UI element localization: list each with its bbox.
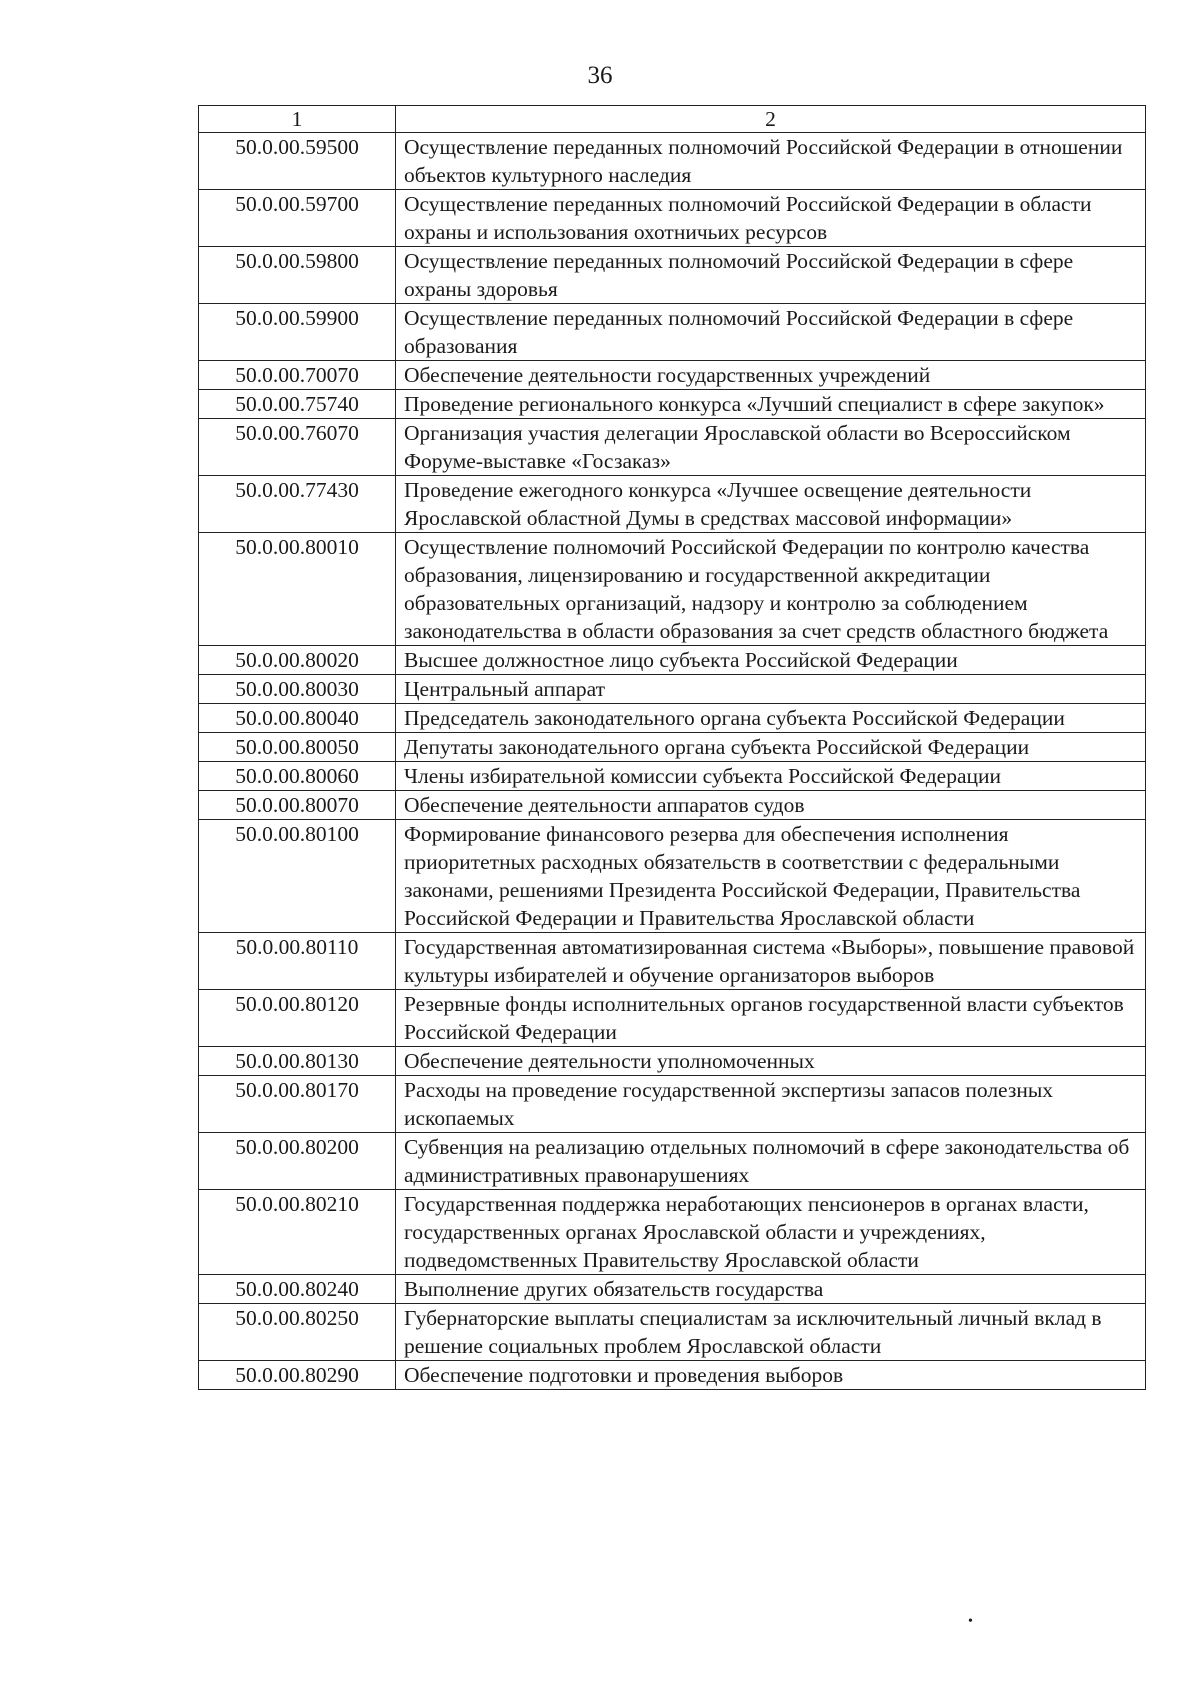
table-row bbox=[199, 1304, 1146, 1361]
table-row bbox=[199, 247, 1146, 304]
row-description: Государственная автоматизированная система «Выборы», повышение правовой культуры избирателей и обучение организаторов выборов bbox=[396, 933, 1146, 990]
row-code: 50.0.00.80050 bbox=[199, 733, 396, 762]
row-description: Выполнение других обязательств государства bbox=[396, 1275, 1146, 1304]
row-code: 50.0.00.80290 bbox=[199, 1361, 396, 1390]
row-description: Формирование финансового резерва для обеспечения исполнения приоритетных расходных обязательств в соответствии с федеральными законами, решениями Президента Российской Федерации, Правительства Российской Федерации и Правительства Ярославской области bbox=[396, 820, 1146, 933]
row-code: 50.0.00.59800 bbox=[199, 247, 396, 304]
table-row bbox=[199, 733, 1146, 762]
row-description: Организация участия делегации Ярославской области во Всероссийском Форуме-выставке «Госзаказ» bbox=[396, 419, 1146, 476]
page-number: 36 bbox=[587, 62, 613, 89]
table-row bbox=[199, 190, 1146, 247]
row-description: Осуществление переданных полномочий Российской Федерации в отношении объектов культурного наследия bbox=[396, 133, 1146, 190]
table-row bbox=[199, 1190, 1146, 1275]
table-row bbox=[199, 390, 1146, 419]
table-row bbox=[199, 133, 1146, 190]
row-description: Губернаторские выплаты специалистам за исключительный личный вклад в решение социальных проблем Ярославской области bbox=[396, 1304, 1146, 1361]
row-code: 50.0.00.59900 bbox=[199, 304, 396, 361]
row-description: Обеспечение подготовки и проведения выборов bbox=[396, 1361, 1146, 1390]
table-row bbox=[199, 533, 1146, 646]
row-description: Депутаты законодательного органа субъекта Российской Федерации bbox=[396, 733, 1146, 762]
table-row bbox=[199, 933, 1146, 990]
row-code: 50.0.00.80240 bbox=[199, 1275, 396, 1304]
row-description: Осуществление переданных полномочий Российской Федерации в сфере образования bbox=[396, 304, 1146, 361]
table-row bbox=[199, 791, 1146, 820]
row-description: Председатель законодательного органа субъекта Российской Федерации bbox=[396, 704, 1146, 733]
stray-mark: • bbox=[968, 1614, 973, 1629]
row-code: 50.0.00.80070 bbox=[199, 791, 396, 820]
row-code: 50.0.00.80010 bbox=[199, 533, 396, 646]
row-description: Высшее должностное лицо субъекта Российской Федерации bbox=[396, 646, 1146, 675]
row-description: Члены избирательной комиссии субъекта Российской Федерации bbox=[396, 762, 1146, 791]
row-description: Субвенция на реализацию отдельных полномочий в сфере законодательства об административных правонарушениях bbox=[396, 1133, 1146, 1190]
row-code: 50.0.00.75740 bbox=[199, 390, 396, 419]
table-row bbox=[199, 646, 1146, 675]
table-header-row bbox=[199, 106, 1146, 133]
row-code: 50.0.00.80130 bbox=[199, 1047, 396, 1076]
row-code: 50.0.00.80060 bbox=[199, 762, 396, 791]
table-row bbox=[199, 990, 1146, 1047]
row-code: 50.0.00.80210 bbox=[199, 1190, 396, 1275]
row-code: 50.0.00.80030 bbox=[199, 675, 396, 704]
row-code: 50.0.00.76070 bbox=[199, 419, 396, 476]
table-row bbox=[199, 675, 1146, 704]
table-row bbox=[199, 820, 1146, 933]
row-code: 50.0.00.80110 bbox=[199, 933, 396, 990]
column-header-description: 2 bbox=[396, 106, 1146, 133]
row-code: 50.0.00.70070 bbox=[199, 361, 396, 390]
row-code: 50.0.00.80120 bbox=[199, 990, 396, 1047]
row-description: Центральный аппарат bbox=[396, 675, 1146, 704]
table-row bbox=[199, 419, 1146, 476]
row-description: Обеспечение деятельности аппаратов судов bbox=[396, 791, 1146, 820]
table-row bbox=[199, 361, 1146, 390]
table-row bbox=[199, 704, 1146, 733]
table-row bbox=[199, 1133, 1146, 1190]
row-description: Обеспечение деятельности уполномоченных bbox=[396, 1047, 1146, 1076]
classification-table bbox=[198, 105, 1146, 1390]
row-code: 50.0.00.80250 bbox=[199, 1304, 396, 1361]
row-description: Проведение ежегодного конкурса «Лучшее освещение деятельности Ярославской областной Думы в средствах массовой информации» bbox=[396, 476, 1146, 533]
table-row bbox=[199, 1047, 1146, 1076]
row-code: 50.0.00.77430 bbox=[199, 476, 396, 533]
row-code: 50.0.00.80100 bbox=[199, 820, 396, 933]
row-description: Расходы на проведение государственной экспертизы запасов полезных ископаемых bbox=[396, 1076, 1146, 1133]
row-description: Проведение регионального конкурса «Лучший специалист в сфере закупок» bbox=[396, 390, 1146, 419]
table-row bbox=[199, 762, 1146, 791]
column-header-code: 1 bbox=[199, 106, 396, 133]
row-code: 50.0.00.59500 bbox=[199, 133, 396, 190]
row-description: Осуществление переданных полномочий Российской Федерации в области охраны и использования охотничьих ресурсов bbox=[396, 190, 1146, 247]
row-description: Обеспечение деятельности государственных учреждений bbox=[396, 361, 1146, 390]
row-description: Государственная поддержка неработающих пенсионеров в органах власти, государственных органах Ярославской области и учреждениях, подведомственных Правительству Ярославской области bbox=[396, 1190, 1146, 1275]
row-code: 50.0.00.80200 bbox=[199, 1133, 396, 1190]
row-code: 50.0.00.80040 bbox=[199, 704, 396, 733]
row-code: 50.0.00.59700 bbox=[199, 190, 396, 247]
row-code: 50.0.00.80020 bbox=[199, 646, 396, 675]
table-row bbox=[199, 1361, 1146, 1390]
row-code: 50.0.00.80170 bbox=[199, 1076, 396, 1133]
table-row bbox=[199, 1076, 1146, 1133]
row-description: Осуществление переданных полномочий Российской Федерации в сфере охраны здоровья bbox=[396, 247, 1146, 304]
table-row bbox=[199, 304, 1146, 361]
row-description: Резервные фонды исполнительных органов государственной власти субъектов Российской Федерации bbox=[396, 990, 1146, 1047]
table-row bbox=[199, 1275, 1146, 1304]
table-row bbox=[199, 476, 1146, 533]
row-description: Осуществление полномочий Российской Федерации по контролю качества образования, лицензированию и государственной аккредитации образовательных организаций, надзору и контролю за соблюдением законодательства в области образования за счет средств областного бюджета bbox=[396, 533, 1146, 646]
